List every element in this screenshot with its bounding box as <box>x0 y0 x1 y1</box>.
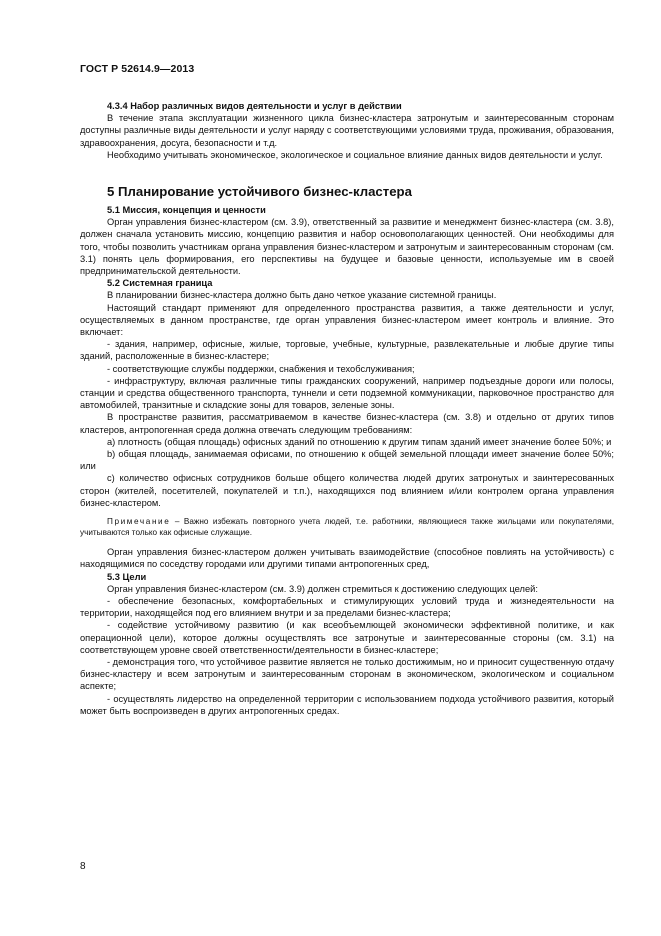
paragraph: Орган управления бизнес-кластером (см. 3.9) должен стремиться к достижению следующих целей: <box>107 583 538 594</box>
section-heading-5-3: 5.3 Цели <box>107 571 147 582</box>
note <box>80 516 614 538</box>
note-label: Примечание <box>107 517 171 527</box>
list-item: - обеспечение безопасных, комфортабельных и стимулирующих условий труда и жизнедеятельности на территории, находящейся под его влиянием внутри и за пределами бизнес-кластера; <box>80 595 614 619</box>
paragraph: Настоящий стандарт применяют для определенного пространства развития, а также деятельности и услуг, осуществляемых в данном пространстве, где орган управления бизнес-кластером имеет контроль и влияние. Это включает: <box>80 302 614 338</box>
section-heading-5-2: 5.2 Системная граница <box>107 278 213 289</box>
paragraph: В пространстве развития, рассматриваемом в качестве бизнес-кластера (см. 3.8) и отдельно от других типов кластеров, антропогенная среда должна отвечать следующим требованиям: <box>80 412 614 435</box>
page-number: 8 <box>80 861 86 872</box>
page-content <box>80 100 614 717</box>
list-item: - инфраструктуру, включая различные типы гражданских сооружений, например подъездные дороги или полосы, станции и средства общественного транспорта, туннели и сети подземной коммуникации, парковочное пространство для автомобилей, транзитные и складские зоны для товаров, зеленые зоны. <box>80 375 614 411</box>
paragraph: В течение этапа эксплуатации жизненного цикла бизнес-кластера затронутым и заинтересованным сторонам доступны различные виды деятельности и услуг наряду с соответствующими условиями труда, проживания, образования, здравоохранения, досуга, безопасности и т.д. <box>80 113 614 148</box>
list-item: - осуществлять лидерство на определенной территории с использованием подхода устойчивого развития, который может быть воспроизведен в других антропогенных средах. <box>80 693 614 716</box>
list-item: b) общая площадь, занимаемая офисами, по отношению к общей земельной площади имеет значение более 50%; или <box>80 449 614 472</box>
list-item: - здания, например, офисные, жилые, торговые, учебные, культурные, развлекательные и любые другие типы зданий, расположенные в бизнес-кластере; <box>80 339 614 362</box>
list-item: a) плотность (общая площадь) офисных зданий по отношению к другим типам зданий имеет значение более 50%; и <box>107 436 612 447</box>
section-heading-5-1: 5.1 Миссия, концепция и ценности <box>107 205 266 216</box>
paragraph: Орган управления бизнес-кластером (см. 3.9), ответственный за развитие и менеджмент бизнес-кластера (см. 3.8), должен сначала установить миссию, концепцию развития и набор основополагающих ценностей. Они необходимы для того, чтобы позволить участникам органа управления бизнес-кластером и затронутым и заинтересованным сторонам (см. 3.1) понять цель формирования, его перспективы на будущее и базовые ценности, используемые им в своей предпринимательской деятельности. <box>80 217 614 277</box>
paragraph: Необходимо учитывать экономическое, экологическое и социальное влияние данных видов деятельности и услуг. <box>107 149 603 160</box>
list-item: - соответствующие службы поддержки, снабжения и техобслуживания; <box>107 363 415 374</box>
note-text: – Важно избежать повторного учета людей, т.е. работники, являющиеся также жильцами или покупателями, учитываются только как офисные служащие. <box>80 517 614 538</box>
list-item: c) количество офисных сотрудников больше общего количества людей других затронутых и заинтересованных сторон (жителей, посетителей, покупателей и т.п.), находящихся под влиянием и/или контролем органа управления бизнес-кластером. <box>80 473 614 508</box>
paragraph: В планировании бизнес-кластера должно быть дано четкое указание системной границы. <box>107 290 497 301</box>
list-item: - демонстрация того, что устойчивое развитие является не только достижимым, но и приносит существенную отдачу бизнес-кластеру и всем затронутым и заинтересованным сторонам в экономическом, экологическом и социальном аспекте; <box>80 656 614 692</box>
section-heading-4-3-4: 4.3.4 Набор различных видов деятельности и услуг в действии <box>107 101 402 111</box>
document-header: ГОСТ Р 52614.9—2013 <box>80 63 195 75</box>
list-item: - содействие устойчивому развитию (и как всеобъемлющей экономически эффективной политике, и как операционной цели), которое должны осуществлять все затронутые и заинтересованные стороны (см. 3.1) на соответствующем уровне своей ответственности/деятельности в бизнес-кластере; <box>80 620 614 655</box>
paragraph: Орган управления бизнес-кластером должен учитывать взаимодействие (способное повлиять на устойчивость) с находящимися по соседству городами или другими типами антропогенных сред, <box>80 547 614 570</box>
section-heading-5: 5 Планирование устойчивого бизнес-кластера <box>107 184 412 200</box>
